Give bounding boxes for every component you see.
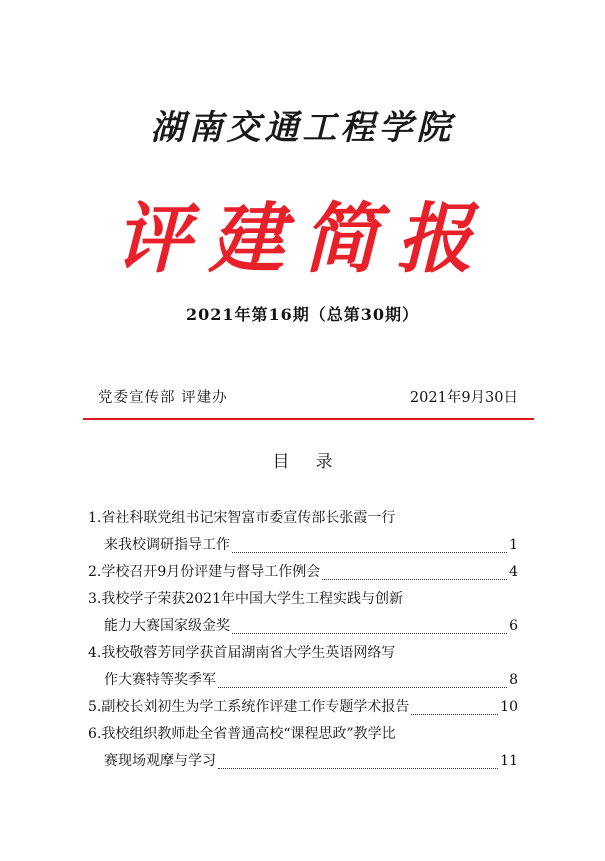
toc-page-number: 6 [509,618,518,634]
dot-leader [322,569,507,580]
dot-leader [218,677,507,688]
toc-page-number: 8 [509,672,518,688]
toc-entry-title: 6.我校组织教师赴全省普通高校“课程思政”教学比 [88,726,396,742]
dot-leader [232,623,507,634]
toc-entry-6[interactable] [88,724,518,751]
toc-entry-title-cont: 来我校调研指导工作 [104,537,230,553]
toc-page-number: 10 [500,699,518,715]
toc-page-number: 1 [509,537,518,553]
toc-entry-title: 2.学校召开9月份评建与督导工作例会 [88,564,321,580]
toc-entry-title-cont: 作大赛特等奖季军 [104,672,216,688]
school-name: 湖南交通工程学院 [150,108,455,148]
publisher: 党委宣传部 评建办 [98,390,228,406]
toc-entry-3[interactable] [88,589,518,616]
meta-row [98,386,518,408]
red-divider [83,418,534,420]
toc-entry-title: 1.省社科联党组书记宋智富市委宣传部长张霞一行 [88,510,396,526]
dot-leader [218,758,498,769]
toc-entry-5[interactable] [88,697,518,724]
toc-entry-2[interactable] [88,562,518,589]
dot-leader [411,704,498,715]
toc-heading: 目录 [272,452,359,472]
toc-entry-title-cont: 能力大赛国家级金奖 [104,618,230,634]
publish-date: 2021年9月30日 [409,390,518,406]
toc-entry-1[interactable] [88,508,518,535]
toc-entry-title: 5.副校长刘初生为学工系统作评建工作专题学术报告 [88,699,410,715]
table-of-contents [88,508,518,778]
toc-entry-title: 4.我校敬蓉芳同学获首届湖南省大学生英语网络写 [88,645,396,661]
issue-number: 2021年第16期（总第30期） [185,305,420,324]
toc-page-number: 11 [500,753,518,769]
toc-entry-title-cont: 赛现场观摩与学习 [104,753,216,769]
toc-entry-title: 3.我校学子荣获2021年中国大学生工程实践与创新 [88,591,403,607]
bulletin-title: 评建简报 [114,194,491,283]
dot-leader [232,542,507,553]
toc-page-number: 4 [509,564,518,580]
toc-entry-4[interactable] [88,643,518,670]
